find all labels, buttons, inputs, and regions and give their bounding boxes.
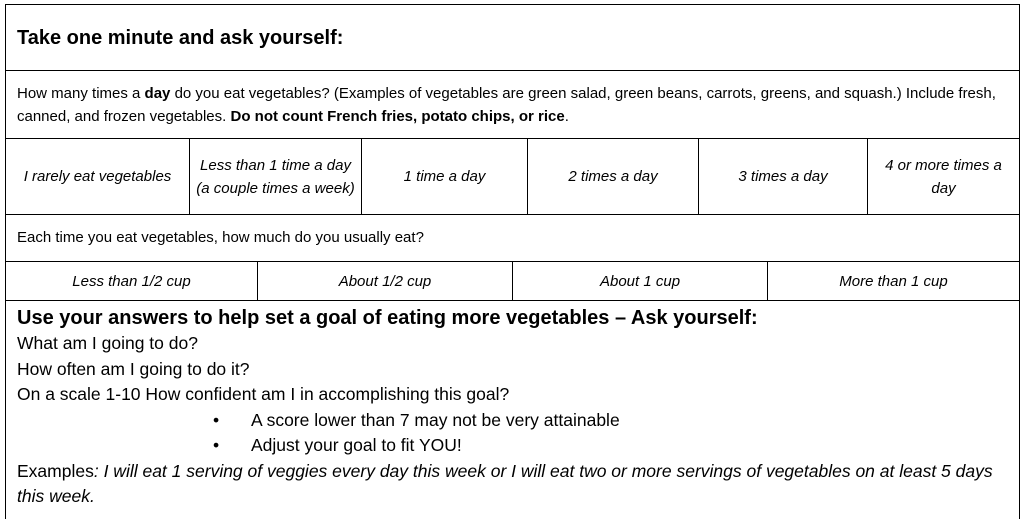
goal-bullet-list bbox=[213, 408, 1011, 459]
frequency-question-text-1: How many times a bbox=[17, 85, 145, 102]
frequency-question-text-3: . bbox=[564, 108, 569, 125]
form-title: Take one minute and ask yourself: bbox=[17, 27, 344, 49]
examples-label: Examples bbox=[17, 460, 94, 481]
amount-option-more-than-1-cup[interactable]: More than 1 cup bbox=[839, 272, 948, 290]
amount-option-1-cup[interactable]: About 1 cup bbox=[513, 262, 768, 300]
frequency-question-row bbox=[6, 71, 1019, 139]
goal-section bbox=[17, 305, 1011, 510]
frequency-option-4-plus-daily[interactable]: 4 or more times a day bbox=[885, 156, 1002, 197]
frequency-options-row bbox=[6, 139, 1019, 215]
frequency-question-bold-day: day bbox=[144, 85, 171, 102]
bullet-icon: • bbox=[213, 435, 220, 455]
frequency-option-1-daily[interactable]: 1 time a day bbox=[362, 139, 528, 214]
goal-bullet-text: Adjust your goal to fit YOU! bbox=[251, 435, 462, 455]
goal-question-what: What am I going to do? bbox=[17, 333, 198, 353]
frequency-question-bold-exclusions: Do not count French fries, potato chips, or rice bbox=[230, 108, 565, 125]
frequency-option-rarely[interactable]: I rarely eat vegetables bbox=[6, 139, 190, 214]
examples-colon: : bbox=[93, 460, 99, 481]
amount-options-row bbox=[6, 262, 1019, 301]
amount-question: Each time you eat vegetables, how much do you usually eat? bbox=[17, 229, 424, 246]
goal-title: Use your answers to help set a goal of eating more vegetables – Ask yourself: bbox=[17, 307, 758, 329]
goal-examples bbox=[17, 459, 1011, 510]
amount-option-half-cup[interactable]: About 1/2 cup bbox=[258, 262, 513, 300]
bullet-icon: • bbox=[213, 409, 220, 430]
amount-question-row bbox=[6, 215, 1019, 262]
frequency-question bbox=[17, 82, 999, 128]
amount-option-less-than-half-cup[interactable]: Less than 1/2 cup bbox=[6, 262, 258, 300]
frequency-option-less-than-daily[interactable]: Less than 1 time a day (a couple times a week) bbox=[190, 139, 362, 214]
frequency-option-2-daily[interactable]: 2 times a day bbox=[528, 139, 699, 214]
frequency-question-text-2: do you eat vegetables? (Examples of vegetables are green salad, green beans, carrots, greens, and squash.) Include fresh, canned, and frozen vegetables. bbox=[17, 85, 996, 125]
frequency-option-3-daily[interactable]: 3 times a day bbox=[699, 139, 868, 214]
goal-question-confidence: On a scale 1-10 How confident am I in accomplishing this goal? bbox=[17, 384, 510, 404]
examples-text: I will eat 1 serving of veggies every day this week or I will eat two or more servings of vegetables on at least 5 days this week. bbox=[17, 460, 993, 506]
goal-bullet-item bbox=[213, 408, 1011, 434]
goal-bullet-text: A score lower than 7 may not be very attainable bbox=[251, 409, 620, 430]
title-row bbox=[6, 5, 1019, 71]
goal-bullet-item bbox=[213, 433, 1011, 459]
goal-question-how-often: How often am I going to do it? bbox=[17, 358, 250, 379]
questionnaire-form bbox=[5, 4, 1020, 519]
